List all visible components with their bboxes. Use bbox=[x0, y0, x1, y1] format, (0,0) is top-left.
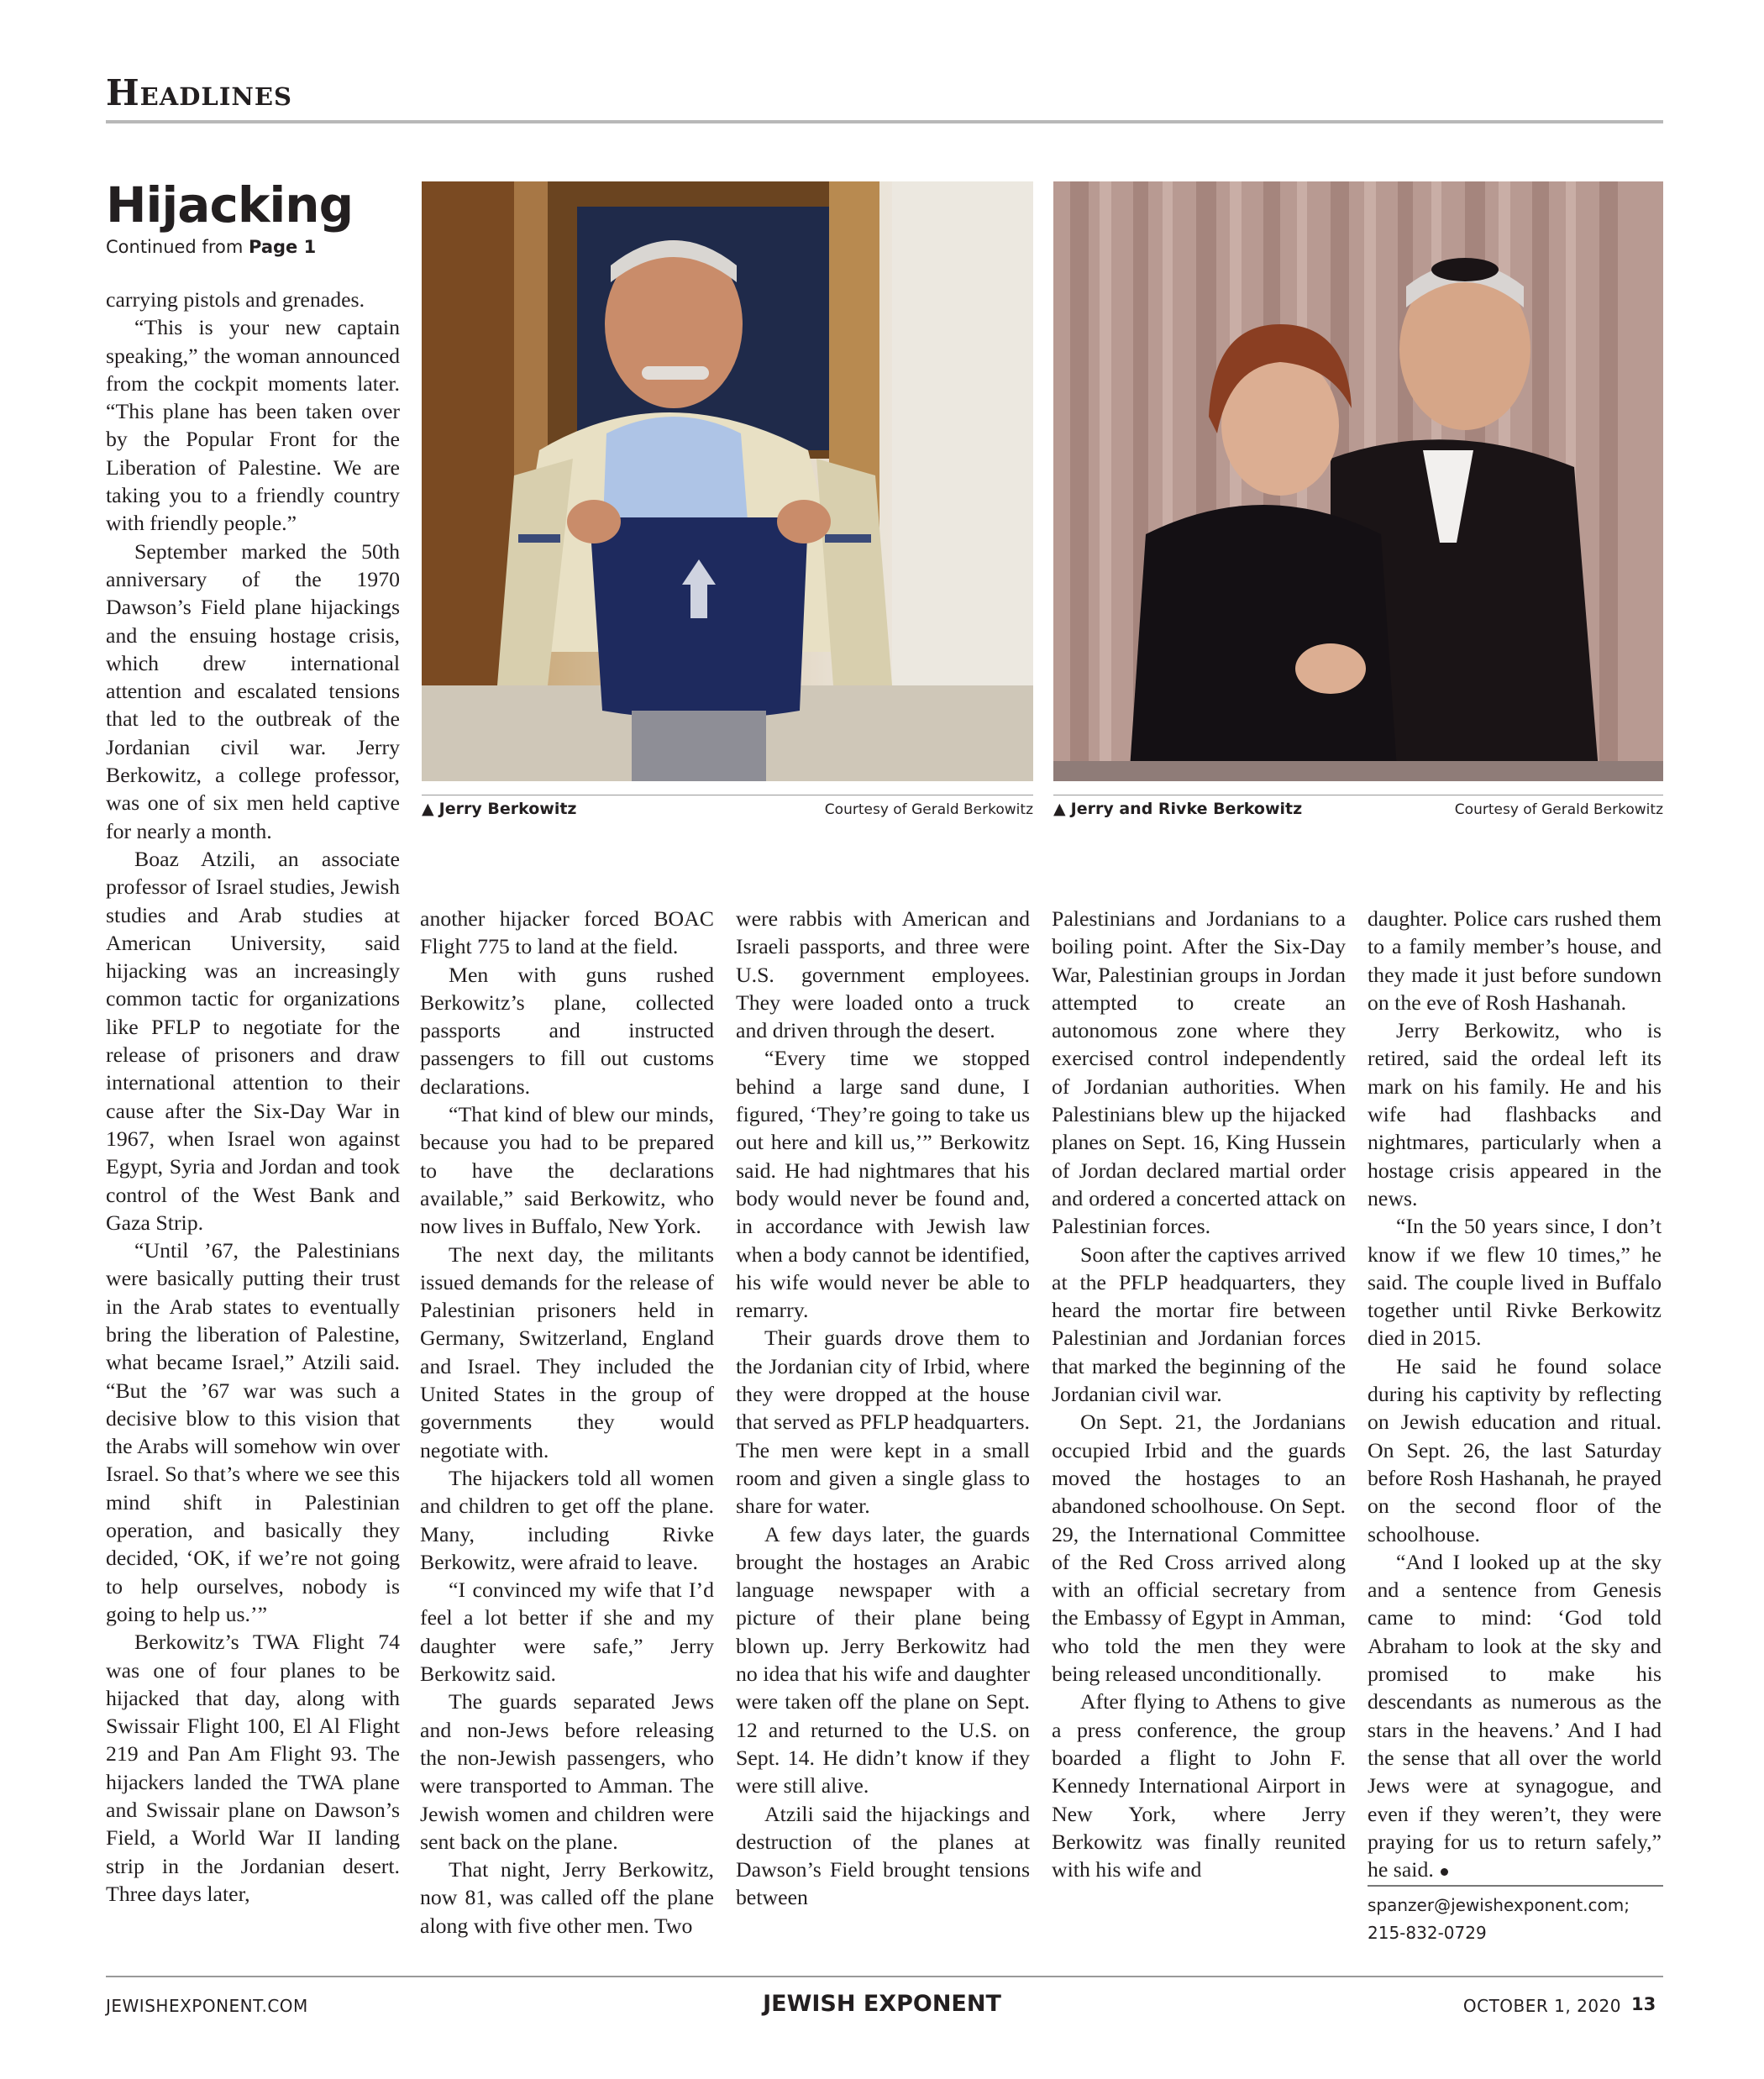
photo-jerry-and-rivke-berkowitz bbox=[1053, 181, 1663, 781]
paragraph: Their guards drove them to the Jordanian city of Irbid, where they were dropped at the house that served as PFLP headquarters. The men were kept in a small room and given a single glass to share for water. bbox=[736, 1326, 1030, 1519]
end-of-story-dot-icon bbox=[1441, 1868, 1448, 1876]
paragraph: The hijackers told all women and children to get off the plane. Many, including Rivke Berkowitz, were afraid to leave. bbox=[420, 1465, 714, 1574]
paragraph: Boaz Atzili, an associate professor of Israel studies, Jewish studies and Arab studies at American University, said hijacking was an increasingly common tactic for organizations like PFLP to negotiate for the release of prisoners and draw international attention to their cause after the Six-Day War in 1967, when Israel won against Egypt, Syria and Jordan and took control of the West Bank and Gaza Strip. bbox=[106, 846, 400, 1235]
paragraph: September marked the 50th anniversary of the 1970 Dawson’s Field plane hijackings and the ensuing hostage crisis, which drew international attention and escalated tensions that led to the outbreak of the Jordanian civil war. Jerry Berkowitz, a college professor, was one of six men held captive for nearly a month. bbox=[106, 538, 400, 843]
continued-from bbox=[106, 237, 316, 257]
paragraph: Atzili said the hijackings and destruction of the planes at Dawson’s Field brought tensions between bbox=[736, 1801, 1030, 1910]
paragraph: That night, Jerry Berkowitz, now 81, was called off the plane along with five other men. Two bbox=[420, 1857, 714, 1938]
paragraph: “I convinced my wife that I’d feel a lot better if she and my daughter were safe,” Jerry Berkowitz said. bbox=[420, 1578, 714, 1687]
article-column-1 bbox=[106, 286, 400, 1936]
paragraph: “Every time we stopped behind a large sand dune, I figured, ‘They’re going to take us out here and kill us,’” Berkowitz said. He had nightmares that his body would never be found and, in accordance with Jewish law when a body cannot be identified, his wife would never be able to remarry. bbox=[736, 1046, 1030, 1323]
article-column-4 bbox=[1052, 905, 1346, 1938]
photo-credit: Courtesy of Gerald Berkowitz bbox=[824, 801, 1033, 818]
footer-divider bbox=[106, 1976, 1663, 1977]
section-divider bbox=[106, 120, 1663, 123]
caption-text: Jerry and Rivke Berkowitz bbox=[1070, 800, 1303, 818]
photo-caption: ▲ Jerry and Rivke Berkowitz bbox=[1053, 800, 1303, 818]
paragraph: Men with guns rushed Berkowitz’s plane, collected passports and instructed passengers to fill out customs declarations. bbox=[420, 962, 714, 1099]
photo-caption: ▲ Jerry Berkowitz bbox=[422, 800, 577, 818]
author-phone: 215-832-0729 bbox=[1368, 1923, 1487, 1943]
author-contact bbox=[1368, 1892, 1663, 1947]
paragraph: After flying to Athens to give a press conference, the group boarded a flight to John F. Kennedy International Airport in New York, where Jerry Berkowitz was finally reunited with his wife and bbox=[1052, 1689, 1346, 1882]
headline: Hijacking bbox=[106, 176, 354, 234]
paragraph bbox=[1368, 1548, 1662, 1884]
paragraph: “In the 50 years since, I don’t know if we flew 10 times,” he said. The couple lived in Buffalo together until Rivke Berkowitz died in 2015. bbox=[1368, 1214, 1662, 1351]
paragraph: The guards separated Jews and non-Jews before releasing the non-Jewish passengers, who were transported to Amman. The Jewish women and children were sent back on the plane. bbox=[420, 1689, 714, 1854]
paragraph: Palestinians and Jordanians to a boiling point. After the Six-Day War, Palestinian groups in Jordan attempted to create an autonomous zone where they exercised control independently of Jordanian authorities. When Palestinians blew up the hijacked planes on Sept. 16, King Hussein of Jordan declared martial order and ordered a concerted attack on Palestinian forces. bbox=[1052, 906, 1346, 1239]
page-number: 13 bbox=[1631, 1994, 1656, 2014]
paragraph: daughter. Police cars rushed them to a family member’s house, and they made it just before sundown on the eve of Rosh Hashanah. bbox=[1368, 906, 1662, 1015]
paragraph: “That kind of blew our minds, because you had to be prepared to have the declarations available,” said Berkowitz, who now lives in Buffalo, New York. bbox=[420, 1102, 714, 1239]
continued-prefix: Continued from bbox=[106, 237, 244, 257]
paragraph: The next day, the militants issued demands for the release of Palestinian prisoners held in Germany, Switzerland, England and Israel. They included the United States in the group of governments they would negotiate with. bbox=[420, 1242, 714, 1462]
paragraph: another hijacker forced BOAC Flight 775 to land at the field. bbox=[420, 906, 714, 959]
footer-website-link[interactable]: JEWISHEXPONENT.COM bbox=[106, 1996, 308, 2016]
paragraph-text: “And I looked up at the sky and a sentence from Genesis came to mind: ‘God told Abraham to look at the sky and promised to make his descendants as numerous as the stars in the heavens.’ And I had the sense that all over the world Jews were at synagogue, and even if they weren’t, they were praying for us to return safely,” he said. bbox=[1368, 1549, 1662, 1882]
article-column-3 bbox=[736, 905, 1030, 1938]
paragraph: were rabbis with American and Israeli passports, and three were U.S. government employees. They were loaded onto a truck and driven through the desert. bbox=[736, 906, 1030, 1043]
paragraph: A few days later, the guards brought the hostages an Arabic language newspaper with a picture of their plane being blown up. Jerry Berkowitz had no idea that his wife and daughter were taken off the plane on Sept. 12 and returned to the U.S. on Sept. 14. He didn’t know if they were still alive. bbox=[736, 1521, 1030, 1798]
photo-credit: Courtesy of Gerald Berkowitz bbox=[1454, 801, 1663, 818]
paragraph: “This is your new captain speaking,” the woman announced from the cockpit moments later. “This plane has been taken over by the Popular Front for the Liberation of Palestine. We are taking you to a friendly country with friendly people.” bbox=[106, 315, 400, 536]
photo-jerry-berkowitz bbox=[422, 181, 1033, 781]
article-column-5 bbox=[1368, 905, 1662, 1938]
footer-date: OCTOBER 1, 2020 bbox=[1462, 1996, 1621, 2016]
contact-divider bbox=[1368, 1885, 1663, 1887]
article-column-2 bbox=[420, 905, 714, 1938]
paragraph: “Until ’67, the Palestinians were basically putting their trust in the Arab states to eventually bring the liberation of Palestine, what became Israel,” Atzili said. “But the ’67 war was such a decisive blow to this vision that the Arabs will somehow win over Israel. So that’s where we see this mind shift in Palestinian operation, and basically they decided, ‘OK, if we’re not going to help ourselves, nobody is going to help us.’” bbox=[106, 1238, 400, 1626]
continued-page-link[interactable]: Page 1 bbox=[249, 237, 317, 257]
paragraph: Jerry Berkowitz, who is retired, said the ordeal left its mark on his family. He and his wife had flashbacks and nightmares, particularly when a hostage crisis appeared in the news. bbox=[1368, 1018, 1662, 1210]
paragraph: He said he found solace during his captivity by reflecting on Jewish education and ritual. On Sept. 26, the last Saturday before Rosh Hashanah, he prayed on the second floor of the schoolhouse. bbox=[1368, 1353, 1662, 1546]
footer-publication-name: JEWISH EXPONENT bbox=[763, 1991, 1001, 2017]
paragraph: carrying pistols and grenades. bbox=[106, 287, 365, 312]
paragraph: On Sept. 21, the Jordanians occupied Irbid and the guards moved the hostages to an abandoned schoolhouse. On Sept. 29, the International Committee of the Red Cross arrived along with an official secretary from the Embassy of Egypt in Amman, who told the men they were being released unconditionally. bbox=[1052, 1410, 1346, 1687]
section-label: Headlines bbox=[106, 72, 292, 113]
caption-text: Jerry Berkowitz bbox=[438, 800, 577, 818]
paragraph: Berkowitz’s TWA Flight 74 was one of four planes to be hijacked that day, along with Swissair Flight 100, El Al Flight 219 and Pan Am Flight 93. The hijackers landed the TWA plane and Swissair plane on Dawson’s Field, a World War II landing strip in the Jordanian desert. Three days later, bbox=[106, 1630, 400, 1906]
paragraph: Soon after the captives arrived at the PFLP headquarters, they heard the mortar fire between Palestinian and Jordanian forces that marked the beginning of the Jordanian civil war. bbox=[1052, 1242, 1346, 1407]
author-email-link[interactable]: spanzer@jewishexponent.com; bbox=[1368, 1895, 1630, 1915]
